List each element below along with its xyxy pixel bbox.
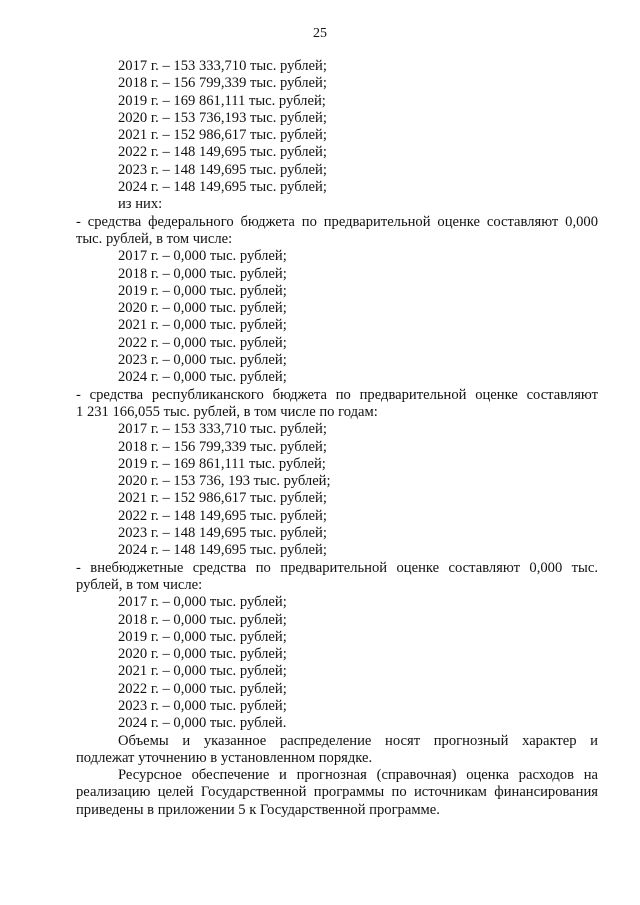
extrabudgetary-year-line: 2020 г. – 0,000 тыс. рублей; xyxy=(118,646,287,663)
forecast-note-line: подлежат уточнению в установленном порядке. xyxy=(76,749,373,766)
total-year-line: 2017 г. – 153 333,710 тыс. рублей; xyxy=(118,58,327,74)
extrabudgetary-section xyxy=(76,560,598,733)
resource-provision-paragraph xyxy=(76,767,598,819)
federal-year-line: 2022 г. – 0,000 тыс. рублей; xyxy=(118,334,287,351)
extrabudgetary-year-line: 2021 г. – 0,000 тыс. рублей; xyxy=(118,663,287,680)
federal-year-line: 2021 г. – 0,000 тыс. рублей; xyxy=(118,317,287,334)
republican-budget-heading: - средства республиканского бюджета по предварительной оценке составляют xyxy=(76,386,598,403)
republican-year-line: 2022 г. – 148 149,695 тыс. рублей; xyxy=(118,507,327,524)
resource-provision-line: реализацию целей Государственной программы по источникам финансирования xyxy=(76,784,598,801)
extrabudgetary-year-line: 2018 г. – 0,000 тыс. рублей; xyxy=(118,611,287,628)
federal-year-line: 2018 г. – 0,000 тыс. рублей; xyxy=(118,265,287,282)
republican-budget-heading-cont: 1 231 166,055 тыс. рублей, в том числе по годам: xyxy=(76,403,378,420)
total-by-year-list xyxy=(76,58,598,196)
extrabudgetary-year-line: 2019 г. – 0,000 тыс. рублей; xyxy=(118,628,287,645)
federal-budget-heading: - средства федерального бюджета по предварительной оценке составляют 0,000 xyxy=(76,213,598,230)
forecast-note-line: Объемы и указанное распределение носят прогнозный характер и xyxy=(118,732,598,749)
republican-year-line: 2024 г. – 148 149,695 тыс. рублей; xyxy=(118,542,327,559)
federal-budget-section xyxy=(76,214,598,387)
document-body xyxy=(76,58,598,819)
republican-year-line: 2017 г. – 153 333,710 тыс. рублей; xyxy=(118,421,327,438)
total-year-line: 2022 г. – 148 149,695 тыс. рублей; xyxy=(118,144,327,161)
republican-budget-section xyxy=(76,387,598,560)
resource-provision-line: Ресурсное обеспечение и прогнозная (справочная) оценка расходов на xyxy=(118,767,598,784)
extrabudgetary-heading-cont: рублей, в том числе: xyxy=(76,576,203,593)
total-year-line: 2019 г. – 169 861,111 тыс. рублей; xyxy=(118,92,326,109)
extrabudgetary-year-line: 2022 г. – 0,000 тыс. рублей; xyxy=(118,680,287,697)
federal-year-line: 2017 г. – 0,000 тыс. рублей; xyxy=(118,248,287,265)
resource-provision-line: приведены в приложении 5 к Государственной программе. xyxy=(76,801,440,818)
federal-year-line: 2024 г. – 0,000 тыс. рублей; xyxy=(118,369,287,386)
federal-year-line: 2020 г. – 0,000 тыс. рублей; xyxy=(118,300,287,317)
total-year-line: 2018 г. – 156 799,339 тыс. рублей; xyxy=(118,75,327,92)
of-which-label: из них: xyxy=(118,196,163,213)
extrabudgetary-heading: - внебюджетные средства по предварительной оценке составляют 0,000 тыс. xyxy=(76,559,598,576)
total-year-line: 2023 г. – 148 149,695 тыс. рублей; xyxy=(118,161,327,178)
republican-year-line: 2020 г. – 153 736, 193 тыс. рублей; xyxy=(118,473,331,490)
extrabudgetary-year-line: 2023 г. – 0,000 тыс. рублей; xyxy=(118,697,287,714)
federal-year-line: 2019 г. – 0,000 тыс. рублей; xyxy=(118,282,287,299)
federal-budget-heading-cont: тыс. рублей, в том числе: xyxy=(76,230,233,247)
page-number: 25 xyxy=(313,26,327,41)
republican-year-line: 2018 г. – 156 799,339 тыс. рублей; xyxy=(118,438,327,455)
extrabudgetary-year-line: 2024 г. – 0,000 тыс. рублей. xyxy=(118,715,287,732)
federal-year-line: 2023 г. – 0,000 тыс. рублей; xyxy=(118,352,287,369)
total-year-line: 2024 г. – 148 149,695 тыс. рублей; xyxy=(118,179,327,196)
republican-year-line: 2021 г. – 152 986,617 тыс. рублей; xyxy=(118,490,327,507)
republican-year-line: 2019 г. – 169 861,111 тыс. рублей; xyxy=(118,455,326,472)
total-year-line: 2021 г. – 152 986,617 тыс. рублей; xyxy=(118,127,327,144)
republican-year-line: 2023 г. – 148 149,695 тыс. рублей; xyxy=(118,525,327,542)
extrabudgetary-year-line: 2017 г. – 0,000 тыс. рублей; xyxy=(118,594,287,611)
total-year-line: 2020 г. – 153 736,193 тыс. рублей; xyxy=(118,109,327,126)
forecast-note-paragraph xyxy=(76,733,598,768)
